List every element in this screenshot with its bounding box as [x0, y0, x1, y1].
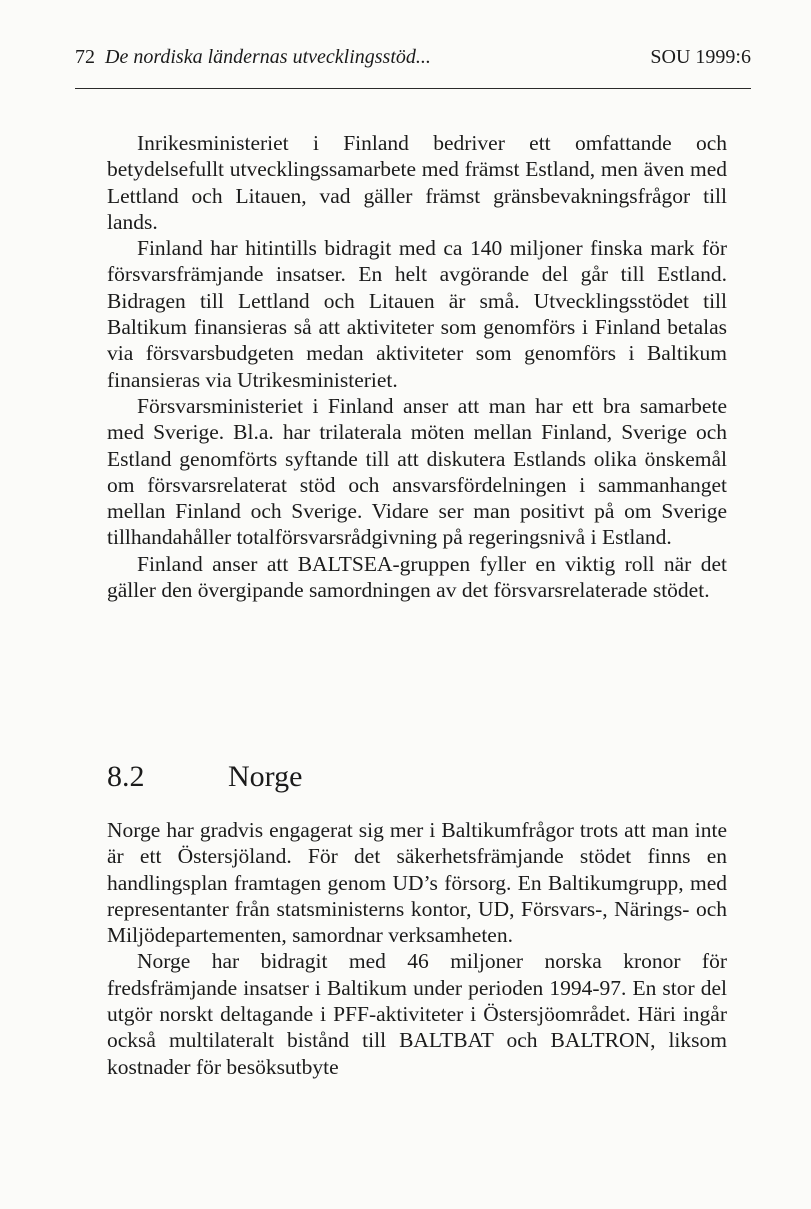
section-number: 8.2 [107, 760, 145, 793]
paragraph: Inrikesministeriet i Finland bedriver ett omfattande och betydelsefullt utvecklingssamarbete med främst Estland, men även med Lettland och Litauen, vad gäller främst gränsbevakningsfrågor till lands. [107, 131, 727, 234]
running-header [75, 46, 751, 86]
paragraph: Finland har hitintills bidragit med ca 140 miljoner finska mark för försvarsfrämjande insatser. En helt avgörande del går till Estland. Bidragen till Lettland och Litauen är små. Utvecklingsstödet till Baltikum finansieras så att aktiviteter som genomförs i Finland betalas via försvarsbudgeten medan aktiviteter som genomförs i Baltikum finansieras via Utrikesministeriet. [107, 236, 727, 392]
running-title: De nordiska ländernas utvecklingsstöd... [105, 46, 431, 68]
paragraph: Försvarsministeriet i Finland anser att man har ett bra samarbete med Sverige. Bl.a. har trilaterala möten mellan Finland, Sverige och Estland genomförts syftande till att diskutera Estlands olika önskemål om försvarsrelaterat stöd och ansvarsfördelningen i sammanhanget mellan Finland och Sverige. Vidare ser man positivt på om Sverige tillhandahåller totalförsvarsrådgivning på regeringsnivå i Estland. [107, 393, 727, 550]
finland-section-text [107, 130, 727, 603]
series-label: SOU 1999:6 [650, 46, 751, 68]
section-title: Norge [228, 760, 303, 793]
paragraph: Norge har bidragit med 46 miljoner norska kronor för fredsfrämjande insatser i Baltikum under perioden 1994-97. En stor del utgör norskt deltagande i PFF-aktiviteter i Östersjöområdet. Häri ingår också multilateralt bistånd till BALTBAT och BALTRON, liksom kostnader för besöksutbyte [107, 949, 727, 1079]
paragraph: Norge har gradvis engagerat sig mer i Baltikumfrågor trots att man inte är ett Östersjöland. För det säkerhetsfrämjande stödet finns en handlingsplan framtagen genom UD’s försorg. En Baltikumgrupp, med representanter från statsministerns kontor, UD, Försvars-, Närings- och Miljödepartementen, samordnar verksamheten. [107, 818, 727, 948]
paragraph: Finland anser att BALTSEA-gruppen fyller en viktig roll när det gäller den övergipande samordningen av det försvarsrelaterade stödet. [107, 551, 727, 603]
page-number: 72 [75, 46, 95, 68]
norway-section-text [107, 817, 727, 1080]
header-rule [75, 88, 751, 89]
